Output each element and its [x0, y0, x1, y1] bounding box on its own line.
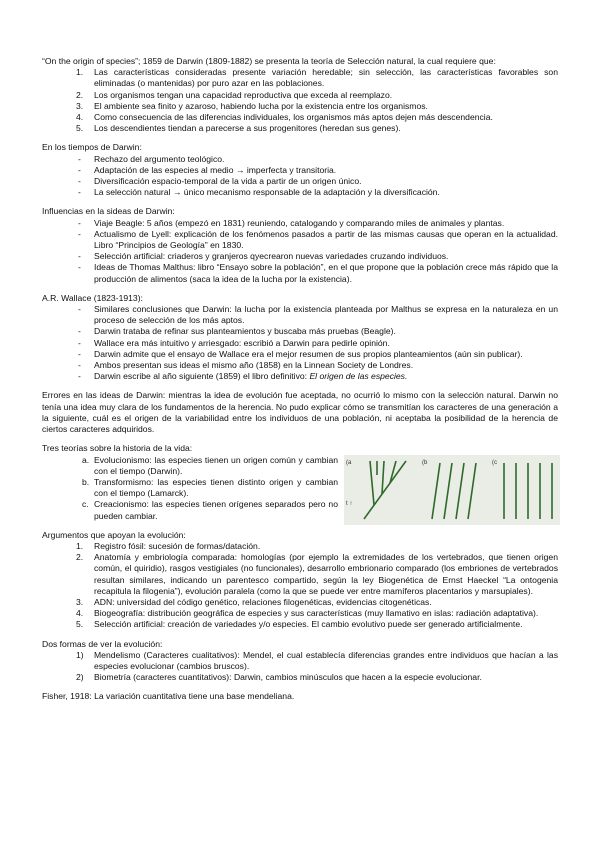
item-text: Selección artificial: creación de variedades y/o especies. El cambio evolutivo puede ser generado artificialmente. [94, 619, 523, 630]
formas-list [42, 650, 558, 684]
item-text: El ambiente sea finito y azaroso, habiendo lucha por la existencia entre los organismos. [94, 100, 428, 111]
book-title: El origen de las especies. [309, 371, 408, 382]
list-item [42, 304, 558, 326]
item-text: Darwin trataba de refinar sus planteamientos y buscaba más pruebas (Beagle). [94, 326, 396, 337]
figure-label-a: (a [346, 460, 352, 467]
formas-heading: Dos formas de ver la evolución: [42, 638, 163, 649]
item-marker: 5. [76, 619, 84, 630]
figure-time-label: t ↑ [346, 501, 353, 508]
item-text: ADN: universidad del código genético, relaciones filogenéticas, evidencias citogenéticas. [94, 596, 432, 607]
item-text: Darwin admite que el ensayo de Wallace era el mejor resumen de sus propios planteamientos (aún sin publicar). [94, 348, 523, 359]
item-marker: - [78, 251, 81, 262]
list-item [42, 371, 558, 382]
item-text: Anatomía y embriología comparada: homologías (por ejemplo la extremidades de los vertebrados, que tienen origen común, el quiridio), rasgos vestigiales (no funcionales), desarrollo embrionario comparado (los embriones de vertebrados resultan similares, indicando un parentesco compartido, según la ley Biogenética de Ernst Haeckel “La ontogenia recapitula la filogenia”), evolución paralela (como la que se puede ver entre mamíferos placentarios y marsupiales). [94, 552, 558, 596]
item-text: Viaje Beagle: 5 años (empezó en 1831) reuniendo, catalogando y comparando miles de animales y plantas. [94, 217, 505, 228]
item-marker: 2) [76, 672, 84, 683]
item-marker: 5. [76, 123, 84, 134]
wallace-list [42, 304, 558, 382]
item-marker: 1) [76, 649, 84, 660]
list-item [42, 326, 558, 337]
item-text: Adaptación de las especies al medio → imperfecta y transitoria. [94, 164, 337, 175]
origin-heading: “On the origin of species”; 1859 de Darwin (1809-1882) se presenta la teoría de Selección natural, la cual requiere que: [42, 56, 496, 66]
item-marker: 1. [76, 540, 84, 551]
item-text: La selección natural → único mecanismo responsable de la adaptación y la diversificación. [94, 187, 440, 198]
tiempos-heading: En los tiempos de Darwin: [42, 142, 142, 153]
item-text: Mendelismo (Caracteres cualitativos): Mendel, el cual establecía diferencias grandes entre individuos que hacían a las especies evolucionar (cambios bruscos). [94, 649, 558, 671]
teorias-list [42, 455, 338, 522]
list-item [42, 349, 558, 360]
errores-paragraph: Errores en las ideas de Darwin: mientras la idea de evolución fue aceptada, no ocurrió lo mismo con la selección natural. Darwin no tenía una idea muy clara de los fundamentos de la herencia. No pudo explicar cómo se transmitían los caracteres de una generación a la siguiente, cuál es el origen de la variabilidad entre los individuos de una población, ni aceptaba la posibilidad de la herencia de ciertos caracteres adquiridos. [42, 390, 558, 435]
item-marker: - [78, 176, 81, 187]
evolution-theories-figure [344, 455, 560, 525]
figure-label-b: (b [422, 460, 428, 467]
list-item [42, 262, 558, 284]
list-item [42, 101, 558, 112]
item-marker: - [78, 228, 81, 239]
item-text: Selección artificial: criaderos y granjeros qyecrearon nuevas variedades cruzando individuos. [94, 251, 449, 262]
list-item [42, 499, 338, 521]
list-item [42, 176, 558, 187]
wallace-heading: A.R. Wallace (1823-1913): [42, 292, 143, 303]
list-item [42, 360, 558, 371]
item-text: Similares conclusiones que Darwin: la lucha por la existencia planteada por Malthus se expresa en la naturaleza en un proceso de selección de los más aptos. [94, 304, 558, 326]
item-marker: c. [82, 499, 89, 510]
section-argumentos [42, 530, 558, 631]
item-text: Ideas de Thomas Malthus: libro “Ensayo sobre la población”, en el que propone que la población crece más rápido que la producción de alimentos (saca la idea de la lucha por la existencia). [94, 262, 558, 284]
argumentos-heading: Argumentos que apoyan la evolución: [42, 529, 186, 540]
item-marker: b. [82, 476, 90, 487]
list-item [42, 552, 558, 597]
list-item [42, 597, 558, 608]
list-item [42, 477, 338, 499]
list-item [42, 229, 558, 251]
list-item [42, 541, 558, 552]
item-marker: 4. [76, 608, 84, 619]
item-text: Ambos presentan sus ideas el mismo año (1858) en la Linnean Society de Londres. [94, 360, 414, 371]
list-item [42, 455, 338, 477]
item-text: Los descendientes tiendan a parecerse a sus progenitores (heredan sus genes). [94, 123, 401, 134]
influencias-list [42, 218, 558, 285]
item-marker: - [78, 371, 81, 382]
fisher-paragraph: Fisher, 1918: La variación cuantitativa tiene una base mendeliana. [42, 691, 295, 702]
item-text: Los organismos tengan una capacidad reproductiva que exceda al reemplazo. [94, 89, 393, 100]
list-item [42, 112, 558, 123]
item-text: Rechazo del argumento teológico. [94, 153, 225, 164]
influencias-heading: Influencias en la sideas de Darwin: [42, 206, 175, 217]
item-text: Darwin escribe al año siguiente (1859) el libro definitivo: [94, 371, 310, 382]
list-item [42, 650, 558, 672]
list-item [42, 218, 558, 229]
item-marker: - [78, 153, 81, 164]
item-text: Biometría (caracteres cuantitativos): Darwin, cambios minúsculos que hacen a la especie evolucionar. [94, 672, 482, 683]
item-marker: 2. [76, 552, 84, 563]
section-errores [42, 390, 558, 435]
section-influencias [42, 206, 558, 284]
argumentos-list [42, 541, 558, 631]
item-text: Creacionismo: las especies tienen orígenes separados pero no pueden cambiar. [94, 499, 338, 521]
list-item [42, 338, 558, 349]
list-item [42, 165, 558, 176]
figure-label-c: (c [492, 460, 497, 467]
list-item [42, 251, 558, 262]
section-formas [42, 639, 558, 684]
item-text: Wallace era más intuitivo y arriesgado: escribió a Darwin para pedirle opinión. [94, 337, 390, 348]
document-page [42, 56, 558, 703]
item-marker: - [78, 187, 81, 198]
teorias-heading: Tres teorías sobre la historia de la vida: [42, 443, 193, 454]
item-marker: 4. [76, 112, 84, 123]
list-item [42, 67, 558, 89]
list-item [42, 187, 558, 198]
item-marker: 3. [76, 596, 84, 607]
item-text: Las características consideradas presente variación heredable; sin selección, las características favorables son eliminadas (o mantenidas) por puro azar en las poblaciones. [94, 67, 558, 89]
section-tiempos [42, 142, 558, 198]
section-origin [42, 56, 558, 134]
item-text: Transformismo: las especies tienen distinto origen y cambian con el tiempo (Lamarck). [94, 476, 338, 499]
section-wallace [42, 293, 558, 383]
list-item [42, 154, 558, 165]
section-fisher [42, 691, 558, 702]
item-text: Registro fósil: sucesión de formas/datación. [94, 540, 261, 551]
list-item [42, 608, 558, 619]
item-marker: - [78, 217, 81, 228]
item-marker: - [78, 360, 81, 371]
item-text: Actualismo de Lyell: explicación de los fenómenos pasados a partir de las mismas causas que operan en la actualidad. Libro “Principios de Geología” en 1830. [94, 228, 558, 251]
item-marker: a. [82, 454, 90, 465]
item-text: Biogeografía: distribución geográfica de especies y sus características (muy llamativo en islas: radiación adaptativa). [94, 608, 539, 619]
item-marker: - [78, 262, 81, 273]
list-item [42, 90, 558, 101]
item-marker: 2. [76, 89, 84, 100]
item-marker: - [78, 304, 81, 315]
item-text: Diversificación espacio-temporal de la vida a partir de un origen único. [94, 176, 362, 187]
list-item [42, 672, 558, 683]
item-marker: - [78, 348, 81, 359]
tiempos-list [42, 154, 558, 199]
section-teorias [42, 443, 558, 521]
origin-list [42, 67, 558, 134]
item-text: Evolucionismo: las especies tienen un origen común y cambian con el tiempo (Darwin). [94, 454, 338, 476]
item-marker: 3. [76, 100, 84, 111]
list-item [42, 123, 558, 134]
item-marker: - [78, 326, 81, 337]
item-marker: - [78, 337, 81, 348]
list-item [42, 619, 558, 630]
item-marker: - [78, 164, 81, 175]
item-marker: 1. [76, 67, 84, 78]
item-text: Como consecuencia de las diferencias individuales, los organismos más aptos dejen más descendencia. [94, 112, 493, 123]
